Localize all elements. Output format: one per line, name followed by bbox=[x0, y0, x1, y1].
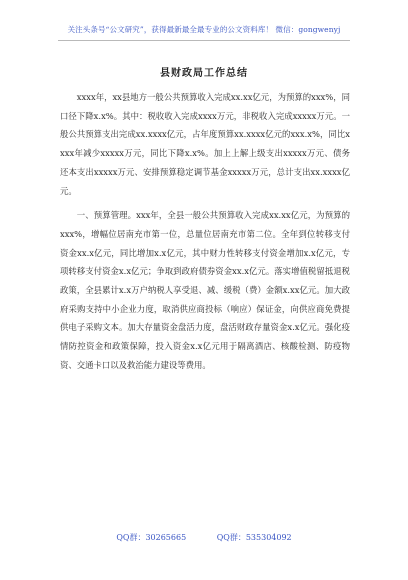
document-title: 县财政局工作总结 bbox=[160, 68, 248, 79]
header-divider bbox=[58, 40, 350, 41]
footer bbox=[0, 532, 408, 543]
header-banner: 关注头条号“公文研究”，获得最新最全最专业的公文资料库！ 微信：gongwenyj bbox=[67, 25, 341, 34]
paragraph-budget-management: 一、预算管理。xxx年，全县一般公共预算收入完成xx.xx亿元，为预算的xxx%，增幅位居南充市第一位，总量位居南充市第二位。全年到位转移支付资金xx.x亿元，同比增加x.x亿元，其中财力性转移支付资金增加x.x亿元，专项转移支付资金x.x亿元；争取到政府债券资金xx.x亿元。落实增值税留抵退税政策，全县累计x.x万户纳税人享受退、减、缓税（费）金额x.xx亿元。加大政府采购支持中小企业力度，取消供应商投标（响应）保证金，向供应商免费提供电子采购文本。加大存量资金盘活力度，盘活财政存量资金x.x亿元。强化疫情防控资金和政策保障，投入资金x.x亿元用于隔离酒店、核酸检测、防疫物资、交通卡口以及救治能力建设等费用。 bbox=[60, 210, 350, 370]
footer-qq-group-2: QQ群：535304092 bbox=[216, 533, 292, 542]
paragraph-summary: xxxx年，xx县地方一般公共预算收入完成xx.xx亿元，为预算的xxx%，同口径下降x.x%。其中：税收收入完成xxxx万元，非税收入完成xxxxx万元。一般公共预算支出完成xx.xxxx亿元，占年度预算xx.xxxx亿元的xxx.x%，同比xxxx年减少xxxxx万元，同比下降x.x%。加上上解上级支出xxxxx万元、债务还本支出xxxxx万元、安排预算稳定调节基金xxxxx万元，总计支出xx.xxxx亿元。 bbox=[60, 92, 350, 196]
document-body bbox=[60, 88, 350, 375]
footer-qq-group-1: QQ群：30265665 bbox=[116, 533, 187, 542]
